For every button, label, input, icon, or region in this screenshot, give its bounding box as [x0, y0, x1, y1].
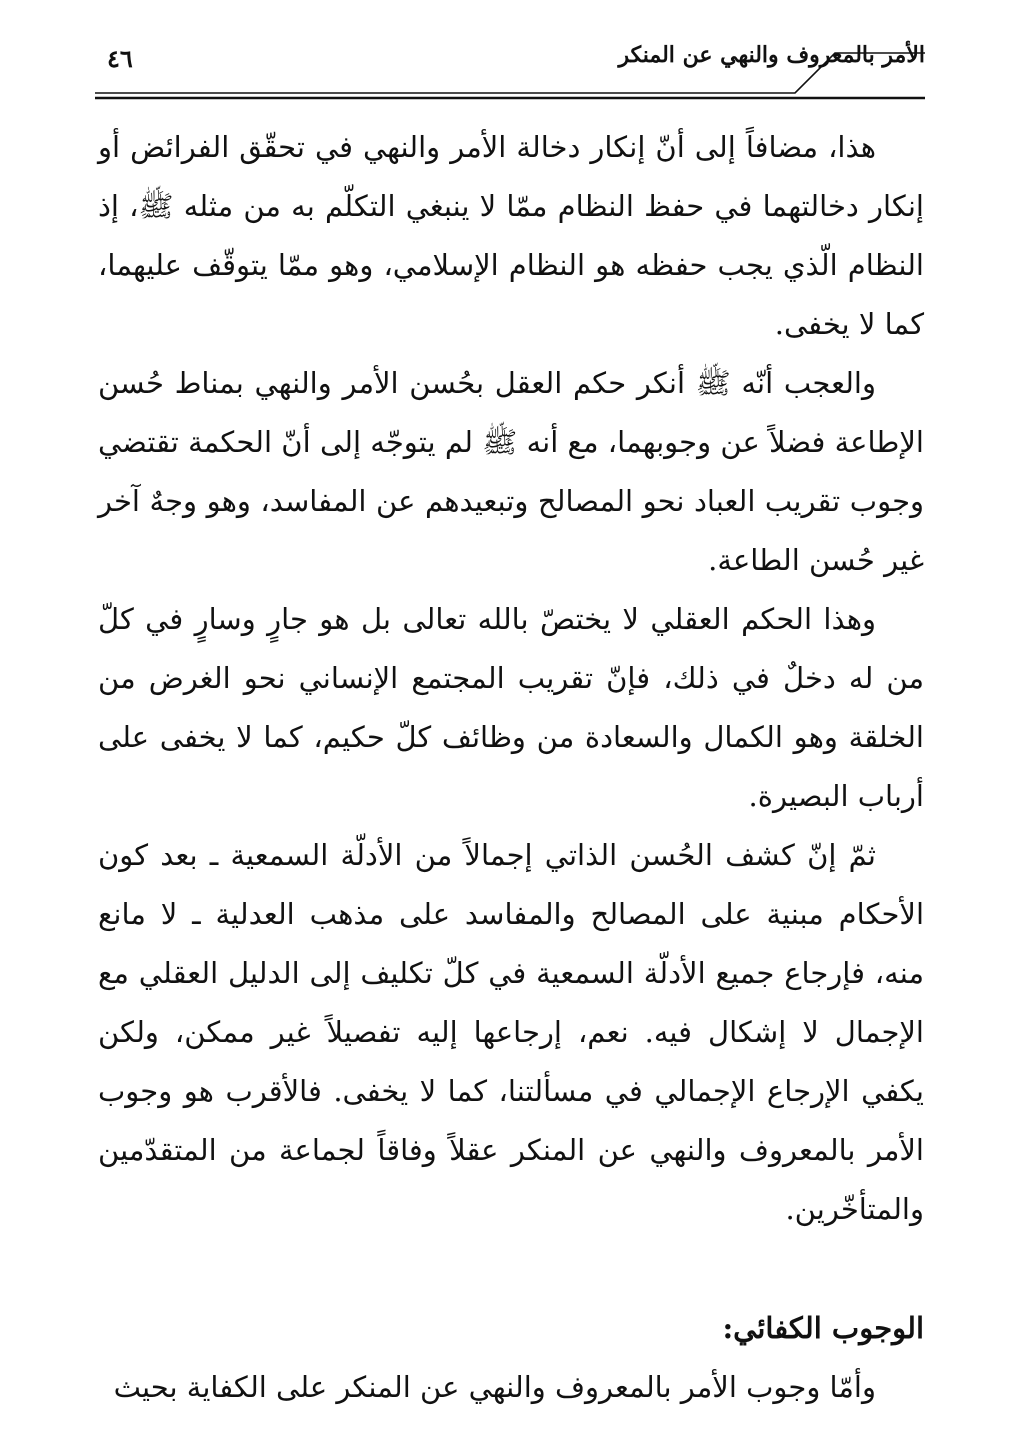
running-title: الأمر بالمعروف والنهي عن المنكر — [618, 42, 925, 68]
paragraph-1: هذا، مضافاً إلى أنّ إنكار دخالة الأمر والنهي في تحقّق الفرائض أو إنكار دخالتهما في حفظ النظام ممّا لا ينبغي التكلّم به من مثله ﷺ، إذ النظام الّذي يجب حفظه هو النظام الإسلامي، وهو ممّا يتوقّف عليهما، كما لا يخفى. — [98, 130, 924, 341]
paragraph-2: والعجب أنّه ﷺ أنكر حكم العقل بحُسن الأمر والنهي بمناط حُسن الإطاعة فضلاً عن وجوبهما، مع أنه ﷺ لم يتوجّه إلى أنّ الحكمة تقتضي وجوب تقريب العباد نحو المصالح وتبعيدهم عن المفاسد، وهو وجهٌ آخر غير حُسن الطاعة. — [98, 366, 924, 577]
page-number: ٤٦ — [107, 44, 133, 73]
page-body — [98, 118, 924, 1417]
running-header — [95, 38, 925, 98]
section-heading: الوجوب الكفائي: — [722, 1311, 924, 1345]
paragraph-4: ثمّ إنّ كشف الحُسن الذاتي إجمالاً من الأدلّة السمعية ـ بعد كون الأحكام مبنية على المصالح والمفاسد على مذهب العدلية ـ لا مانع منه، فإرجاع جميع الأدلّة السمعية في كلّ تكليف إلى الدليل العقلي مع الإجمال لا إشكال فيه. نعم، إرجاعها إليه تفصيلاً غير ممكن، ولكن يكفي الإرجاع الإجمالي في مسألتنا، كما لا يخفى. فالأقرب هو وجوب الأمر بالمعروف والنهي عن المنكر عقلاً وفاقاً لجماعة من المتقدّمين والمتأخّرين. — [98, 838, 924, 1226]
paragraph-5: وأمّا وجوب الأمر بالمعروف والنهي عن المنكر على الكفاية بحيث — [113, 1370, 876, 1404]
paragraph-3: وهذا الحكم العقلي لا يختصّ بالله تعالى بل هو جارٍ وسارٍ في كلّ من له دخلٌ في ذلك، فإنّ تقريب المجتمع الإنساني نحو الغرض من الخلقة وهو الكمال والسعادة من وظائف كلّ حكيم، كما لا يخفى على أرباب البصيرة. — [98, 602, 924, 813]
